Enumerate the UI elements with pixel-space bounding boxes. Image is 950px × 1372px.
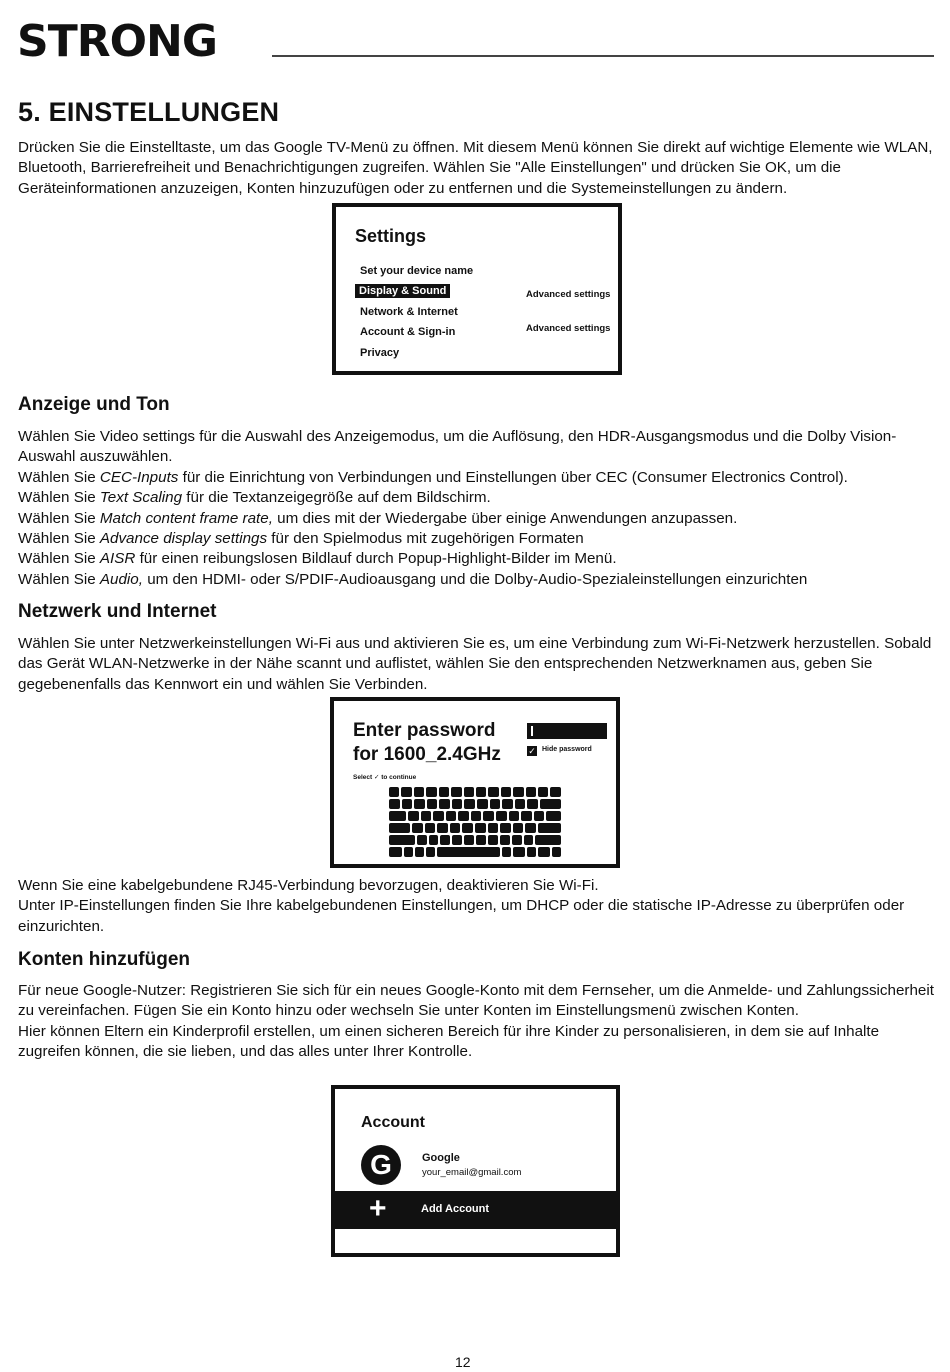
key[interactable] [476,835,486,845]
key[interactable] [513,847,526,857]
key[interactable] [490,799,501,809]
key[interactable] [439,799,450,809]
key[interactable] [404,847,413,857]
display-line: Wählen Sie Video settings für die Auswahl des Anzeigemodus, um die Auflösung, den HDR-Ausgangsmodus und die Dolby Vision-Auswahl auszuwählen. [18,428,897,466]
account-provider[interactable]: Google [422,1152,460,1164]
enter-key[interactable] [538,823,561,833]
key[interactable] [389,787,399,797]
continue-hint: Select ✓ to continue [353,774,417,781]
svg-text:STRONG: STRONG [17,18,217,62]
caps-lock-key[interactable] [389,823,410,833]
hide-password-checkbox[interactable]: ✓ [528,746,536,756]
account-email: your_email@gmail.com [422,1167,522,1178]
key[interactable] [415,847,424,857]
keyboard-row [389,799,561,809]
key[interactable] [427,799,438,809]
key[interactable] [464,799,475,809]
key[interactable] [425,823,436,833]
shift-key[interactable] [389,835,415,845]
heading-accounts: Konten hinzufügen [18,949,191,970]
key[interactable] [452,835,462,845]
key[interactable] [429,835,439,845]
key[interactable] [501,787,511,797]
key[interactable] [451,787,461,797]
keyboard-row [389,811,561,821]
wired-text: Wenn Sie eine kabelgebundene RJ45-Verbindung bevorzugen, deaktivieren Sie Wi-Fi. [18,877,599,894]
keyboard-row [389,823,561,833]
key[interactable] [408,811,419,821]
display-line: Wählen Sie Text Scaling für die Textanzeigegröße auf dem Bildschirm. [18,489,491,507]
key[interactable] [513,823,524,833]
key[interactable] [550,787,560,797]
key[interactable] [500,823,511,833]
key[interactable] [476,787,486,797]
key[interactable] [488,835,498,845]
display-sound-list [18,427,938,590]
account-figure [331,1085,620,1257]
keyboard-row [389,787,561,797]
intro-text: Drücken Sie die Einstelltaste, um das Google TV-Menü zu öffnen. Mit diesem Menü können Sie direkt auf wichtige Elemente wie WLAN, Bluetooth, Barrierefreiheit und Benachrichtigungen zugreifen. Wählen Sie "Alle Einstellungen" und drücken Sie OK, um die Geräteinformationen anzuzeigen, Konten hinzuzufügen oder zu entfernen und die Systemeinstellungen zu ändern. [18,139,933,197]
password-input[interactable] [527,723,607,739]
key[interactable] [525,823,536,833]
key[interactable] [512,835,522,845]
settings-item-display-sound[interactable]: Display & Sound [355,284,450,298]
add-account-label: Add Account [421,1203,490,1215]
section-title: 5. EINSTELLUNGEN [18,97,280,127]
key[interactable] [426,847,435,857]
display-line: Wählen Sie CEC-Inputs für die Einrichtung von Verbindungen und Einstellungen über CEC (Consumer Electronics Control). [18,468,848,486]
account-title: Account [361,1114,425,1131]
strong-logo [17,18,229,62]
key[interactable] [446,811,457,821]
key[interactable] [433,811,444,821]
backspace-key[interactable] [540,799,561,809]
hide-password-label: Hide password [542,746,592,753]
key[interactable] [439,787,449,797]
password-figure [330,697,620,868]
key[interactable] [552,847,561,857]
key[interactable] [524,835,534,845]
key[interactable] [513,787,523,797]
settings-item-account[interactable]: Account & Sign-in [360,326,456,338]
key[interactable] [515,799,526,809]
key[interactable] [401,787,411,797]
key[interactable] [462,823,473,833]
wired-paragraph [18,876,938,937]
key[interactable] [527,847,536,857]
key[interactable] [452,799,463,809]
key[interactable] [534,811,545,821]
key[interactable] [417,835,427,845]
key[interactable] [509,811,520,821]
header-rule [272,55,934,57]
key[interactable] [546,811,561,821]
key[interactable] [488,823,499,833]
key[interactable] [488,787,498,797]
key[interactable] [421,811,432,821]
plus-icon: + [369,1192,387,1225]
key[interactable] [521,811,532,821]
key[interactable] [477,799,488,809]
key[interactable] [527,799,538,809]
key[interactable] [526,787,536,797]
network-text: Wählen Sie unter Netzwerkeinstellungen Wi-Fi aus und aktivieren Sie es, um eine Verbindung zum Wi-Fi-Netzwerk herzustellen. Sobald das Gerät WLAN-Netzwerke in der Nähe scannt und auflistet, wählen Sie den entsprechenden Netzwerknamen aus, geben Sie gegebenenfalls das Kennwort ein und wählen Sie Verbinden. [18,635,932,693]
display-line: Wählen Sie Match content frame rate, um dies mit der Wiedergabe über einige Anwendungen anzupassen. [18,509,738,527]
key[interactable] [412,823,423,833]
advanced-settings-label[interactable]: Advanced settings [526,323,611,334]
intro-paragraph [18,138,938,199]
add-account-button[interactable] [335,1191,616,1229]
settings-item-device-name[interactable]: Set your device name [360,265,474,277]
keyboard-row [389,847,561,857]
heading-network: Netzwerk und Internet [18,601,217,622]
on-screen-keyboard[interactable] [389,787,561,857]
key[interactable] [471,811,482,821]
display-line: Wählen Sie Advance display settings für den Spielmodus mit zugehörigen Formaten [18,530,584,548]
key[interactable] [464,787,474,797]
key[interactable] [464,835,474,845]
accounts-text: Für neue Google-Nutzer: Registrieren Sie sich für ein neues Google-Konto mit dem Fernseher, um die Anmelde- und Zahlungssicherheit zu vereinfachen. Fügen Sie ein Konto hinzu oder wechseln Sie unter Konten im Einstellungsmenü zwischen Konten. [18,982,934,1020]
key[interactable] [414,787,424,797]
key[interactable] [437,823,448,833]
key[interactable] [389,799,400,809]
settings-title: Settings [355,226,427,246]
accounts-paragraph [18,981,938,1063]
key[interactable] [496,811,507,821]
key[interactable] [402,799,413,809]
key[interactable] [414,799,425,809]
key[interactable] [450,823,461,833]
display-line: Wählen Sie AISR für einen reibungslosen Bildlauf durch Popup-Highlight-Bilder im Menü. [18,550,617,568]
ip-settings-text: Unter IP-Einstellungen finden Sie Ihre kabelgebundenen Einstellungen, um DHCP oder die statische IP-Adresse zu überprüfen oder einzurichten. [18,897,905,935]
settings-item-network[interactable]: Network & Internet [360,306,458,318]
google-icon: G [361,1145,401,1185]
key[interactable] [483,811,494,821]
heading-display-sound: Anzeige und Ton [18,394,170,415]
key[interactable] [502,847,511,857]
advanced-settings-label[interactable]: Advanced settings [526,289,611,300]
settings-item-privacy[interactable]: Privacy [360,347,400,359]
tab-key[interactable] [389,811,406,821]
key[interactable] [500,835,510,845]
key[interactable] [475,823,486,833]
key[interactable] [502,799,513,809]
page-number: 12 [455,1354,471,1370]
keyboard-row [389,835,561,845]
fn-key[interactable] [389,847,402,857]
display-line: Wählen Sie Audio, um den HDMI- oder S/PDIF-Audioausgang und die Dolby-Audio-Spezialeinstellungen einzurichten [18,570,808,588]
arrow-keys[interactable] [538,847,550,857]
key[interactable] [458,811,469,821]
settings-figure [332,203,622,375]
key[interactable] [440,835,450,845]
network-paragraph [18,634,938,695]
space-key[interactable] [437,847,500,857]
password-dialog-title: Enter password for 1600_2.4GHz [353,720,501,765]
key[interactable] [538,787,548,797]
key[interactable] [426,787,436,797]
shift-key[interactable] [535,835,561,845]
kids-profile-text: Hier können Eltern ein Kinderprofil erstellen, um einen sicheren Bereich für ihre Kinder zu personalisieren, in dem sie auf Inhalte zugreifen können, die sie lieben, und das alles unter Ihrer Kontrolle. [18,1022,880,1061]
text-caret [531,726,533,736]
